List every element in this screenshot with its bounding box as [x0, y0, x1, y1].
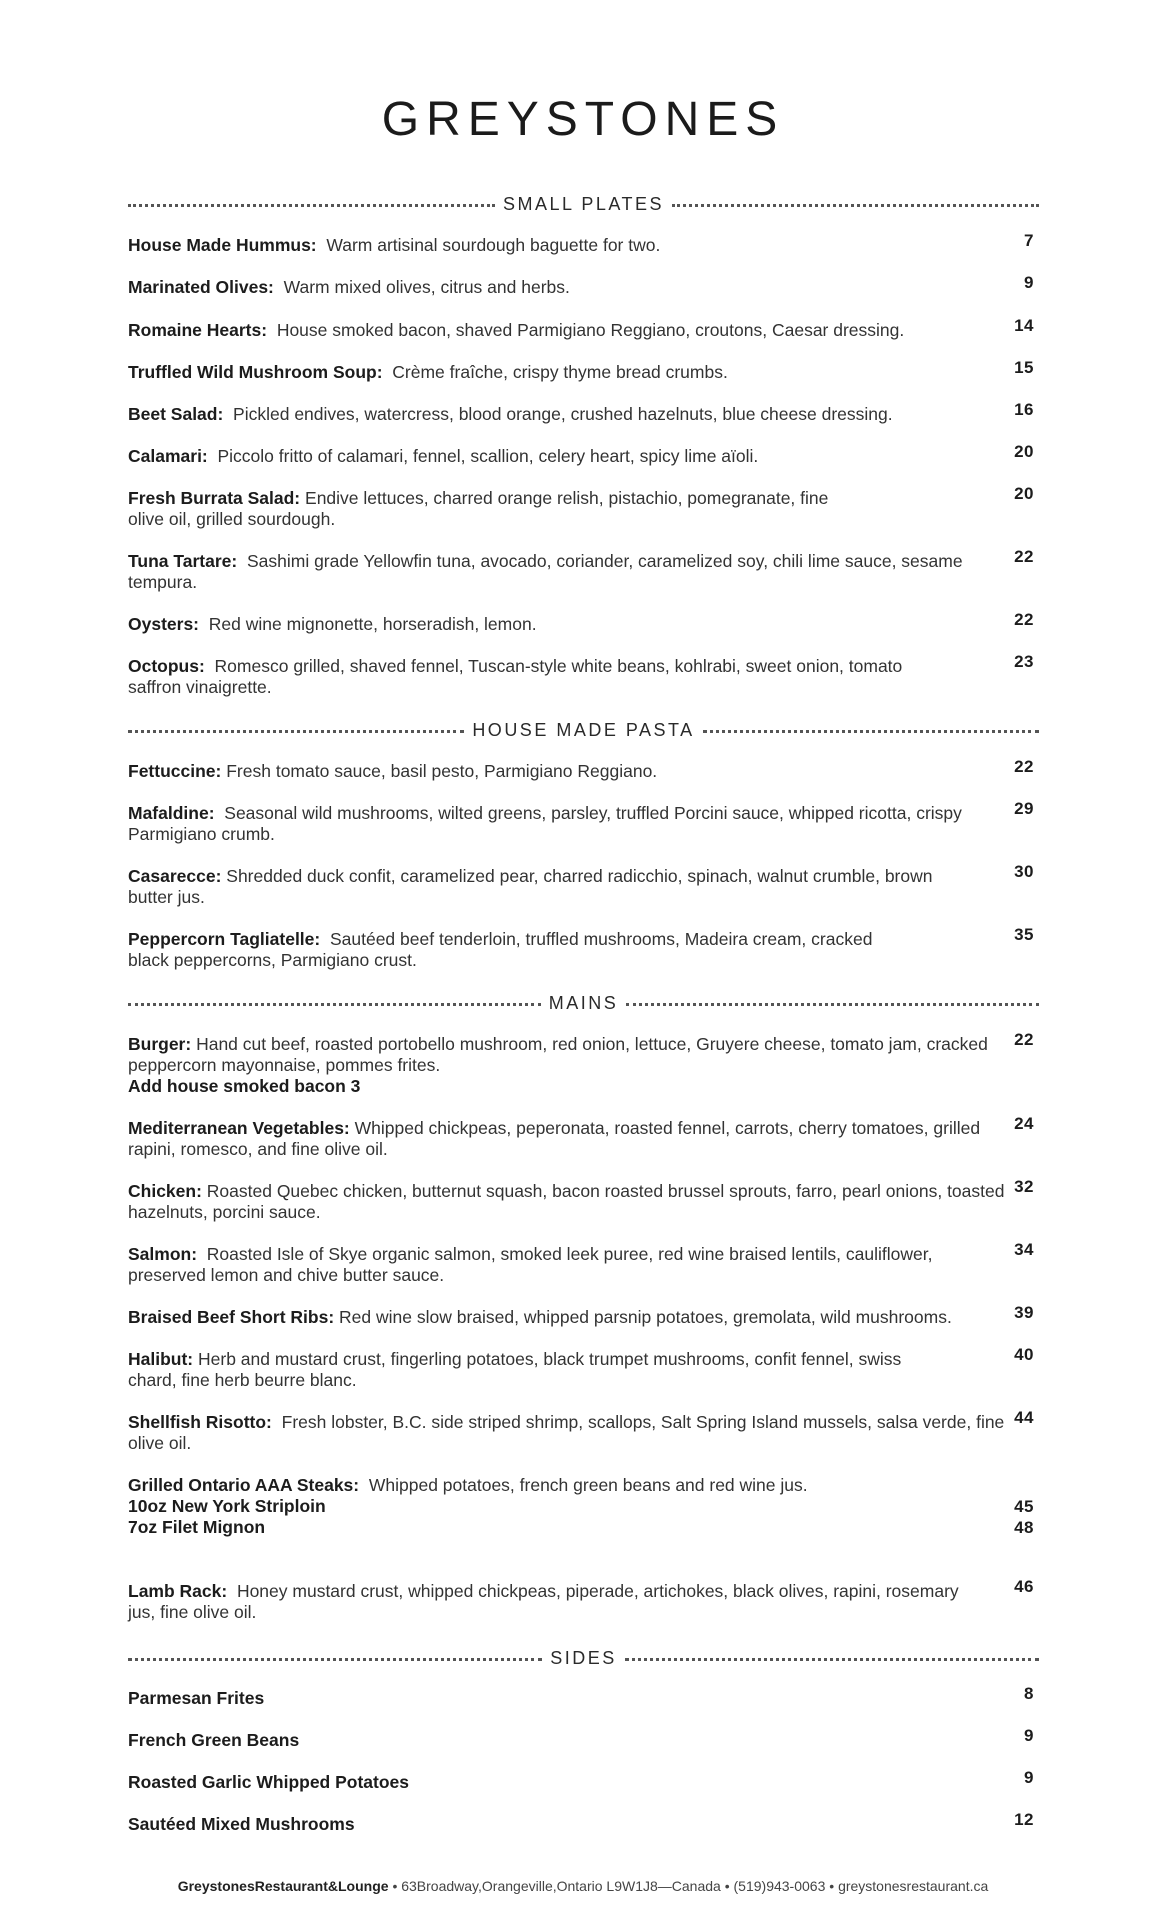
section-title: HOUSE MADE PASTA	[472, 719, 695, 740]
item-description: Fresh lobster, B.C. side striped shrimp, scallops, Salt Spring Island mussels, salsa verde, fine olive oil.	[128, 1412, 1005, 1453]
menu-item	[128, 547, 1034, 593]
item-price: 22	[1014, 757, 1034, 776]
item-description: Roasted Isle of Skye organic salmon, smoked leek puree, red wine braised lentils, cauliflower, preserved lemon and chive butter sauce.	[128, 1244, 933, 1285]
separator-bullet: •	[392, 1878, 402, 1894]
item-price: 14	[1014, 316, 1034, 335]
item-description: Whipped potatoes, french green beans and red wine jus.	[368, 1475, 808, 1495]
side-item	[128, 1810, 1034, 1835]
item-price: 9	[1024, 1726, 1034, 1745]
menu-item	[128, 1577, 1034, 1623]
footer-website-link[interactable]: greystonesrestaurant.ca	[838, 1878, 989, 1894]
item-description: Honey mustard crust, whipped chickpeas, piperade, artichokes, black olives, rapini, rosemary jus, fine olive oil.	[128, 1581, 959, 1622]
item-description: Shredded duck confit, caramelized pear, charred radicchio, spinach, walnut crumble, brown butter jus.	[128, 866, 933, 907]
menu-item	[128, 400, 1034, 425]
item-price: 34	[1014, 1240, 1034, 1259]
dotted-rule	[626, 1003, 1039, 1006]
item-description: Warm artisinal sourdough baguette for two.	[326, 235, 661, 255]
menu-item	[128, 1030, 1034, 1097]
item-name: Chicken:	[128, 1181, 202, 1201]
item-name: Octopus:	[128, 656, 205, 676]
footer-address: 63Broadway,Orangeville,Ontario L9W1J8—Canada	[401, 1878, 721, 1894]
item-description: Pickled endives, watercress, blood orange, crushed hazelnuts, blue cheese dressing.	[233, 404, 893, 424]
item-price: 15	[1014, 358, 1034, 377]
menu-item	[128, 442, 1034, 467]
section-title: MAINS	[548, 992, 619, 1013]
menu-item	[128, 316, 1034, 341]
menu-item-steaks	[128, 1475, 1034, 1538]
item-description: Endive lettuces, charred orange relish, pistachio, pomegranate, fine olive oil, grilled sourdough.	[128, 488, 829, 529]
item-description: House smoked bacon, shaved Parmigiano Reggiano, croutons, Caesar dressing.	[276, 320, 905, 340]
item-name: Truffled Wild Mushroom Soup:	[128, 362, 383, 382]
side-item	[128, 1726, 1034, 1751]
item-description: Romesco grilled, shaved fennel, Tuscan-style white beans, kohlrabi, sweet onion, tomato saffron vinaigrette.	[128, 656, 903, 697]
item-price: 32	[1014, 1177, 1034, 1196]
steak-option-price: 48	[1014, 1518, 1034, 1537]
steak-option-name: 10oz New York Striploin	[128, 1496, 326, 1516]
item-price: 22	[1014, 547, 1034, 566]
item-name: Halibut:	[128, 1349, 194, 1369]
item-description: Fresh tomato sauce, basil pesto, Parmigiano Reggiano.	[226, 761, 658, 781]
menu-item	[128, 1177, 1034, 1223]
item-name: Roasted Garlic Whipped Potatoes	[128, 1772, 410, 1792]
item-name: Grilled Ontario AAA Steaks:	[128, 1475, 360, 1495]
separator-bullet: •	[829, 1878, 839, 1894]
item-name: Salmon:	[128, 1244, 198, 1264]
footer-contact	[0, 1878, 1166, 1894]
item-price: 46	[1014, 1577, 1034, 1596]
item-price: 40	[1014, 1345, 1034, 1364]
item-name: Peppercorn Tagliatelle:	[128, 929, 321, 949]
item-price: 12	[1014, 1810, 1034, 1829]
item-description: Crème fraîche, crispy thyme bread crumbs.	[392, 362, 728, 382]
item-name: French Green Beans	[128, 1730, 300, 1750]
section-title: SMALL PLATES	[502, 193, 665, 214]
menu-item	[128, 273, 1034, 298]
separator-bullet: •	[724, 1878, 734, 1894]
item-price: 20	[1014, 442, 1034, 461]
dotted-rule	[128, 730, 464, 733]
dotted-rule	[128, 1003, 541, 1006]
item-description: Sautéed beef tenderloin, truffled mushrooms, Madeira cream, cracked black peppercorns, Parmigiano crust.	[128, 929, 873, 970]
item-description: Red wine mignonette, horseradish, lemon.	[208, 614, 537, 634]
item-description: Whipped chickpeas, peperonata, roasted fennel, carrots, cherry tomatoes, grilled rapini, romesco, and fine olive oil.	[128, 1118, 981, 1159]
item-price: 9	[1024, 1768, 1034, 1787]
menu-item	[128, 652, 1034, 698]
side-item	[128, 1684, 1034, 1709]
item-addon: Add house smoked bacon 3	[128, 1076, 361, 1096]
item-name: Oysters:	[128, 614, 200, 634]
item-name: Mafaldine:	[128, 803, 215, 823]
item-description: Seasonal wild mushrooms, wilted greens, parsley, truffled Porcini sauce, whipped ricotta, crispy Parmigiano crumb.	[128, 803, 962, 844]
item-name: Beet Salad:	[128, 404, 224, 424]
dotted-rule	[128, 204, 495, 207]
item-price: 23	[1014, 652, 1034, 671]
item-name: Parmesan Frites	[128, 1688, 265, 1708]
item-name: House Made Hummus:	[128, 235, 317, 255]
restaurant-logo: GREYSTONES	[381, 93, 785, 146]
item-description: Piccolo fritto of calamari, fennel, scallion, celery heart, spicy lime aïoli.	[217, 446, 759, 466]
item-price: 20	[1014, 484, 1034, 503]
menu-item	[128, 799, 1034, 845]
side-item	[128, 1768, 1034, 1793]
steak-option-name: 7oz Filet Mignon	[128, 1517, 266, 1537]
menu-item	[128, 1408, 1034, 1454]
item-name: Fettuccine:	[128, 761, 222, 781]
item-price: 8	[1024, 1684, 1034, 1703]
menu-item	[128, 231, 1034, 256]
dotted-rule	[625, 1658, 1039, 1661]
item-name: Braised Beef Short Ribs:	[128, 1307, 335, 1327]
item-name: Tuna Tartare:	[128, 551, 238, 571]
item-name: Sautéed Mixed Mushrooms	[128, 1814, 355, 1834]
item-price: 44	[1014, 1408, 1034, 1427]
item-price: 30	[1014, 862, 1034, 881]
menu-item	[128, 1240, 1034, 1286]
item-name: Lamb Rack:	[128, 1581, 228, 1601]
item-description: Roasted Quebec chicken, butternut squash, bacon roasted brussel sprouts, farro, pearl onions, toasted hazelnuts, porcini sauce.	[128, 1181, 1005, 1222]
menu-item	[128, 484, 1034, 530]
item-price: 22	[1014, 1030, 1034, 1049]
item-name: Casarecce:	[128, 866, 222, 886]
item-price: 16	[1014, 400, 1034, 419]
menu-item	[128, 610, 1034, 635]
section-header-sides	[128, 1646, 1039, 1670]
menu-item	[128, 1114, 1034, 1160]
section-header-mains	[128, 991, 1039, 1015]
item-name: Romaine Hearts:	[128, 320, 268, 340]
section-header-pasta	[128, 718, 1039, 742]
item-name: Calamari:	[128, 446, 208, 466]
footer-business-name: GreystonesRestaurant&Lounge	[177, 1878, 389, 1894]
item-price: 7	[1024, 231, 1034, 250]
item-price: 24	[1014, 1114, 1034, 1133]
dotted-rule	[703, 730, 1039, 733]
menu-item	[128, 757, 1034, 782]
item-price: 22	[1014, 610, 1034, 629]
item-description: Herb and mustard crust, fingerling potatoes, black trumpet mushrooms, confit fennel, swiss chard, fine herb beurre blanc.	[128, 1349, 902, 1390]
section-header-small-plates	[128, 192, 1039, 216]
footer-phone[interactable]: (519)943-0063	[733, 1878, 826, 1894]
menu-item	[128, 1303, 1034, 1328]
item-description: Sashimi grade Yellowfin tuna, avocado, coriander, caramelized soy, chili lime sauce, sesame tempura.	[128, 551, 963, 592]
item-name: Mediterranean Vegetables:	[128, 1118, 350, 1138]
item-price: 39	[1014, 1303, 1034, 1322]
menu-item	[128, 925, 1034, 971]
item-description: Red wine slow braised, whipped parsnip potatoes, gremolata, wild mushrooms.	[339, 1307, 952, 1327]
dotted-rule	[128, 1658, 542, 1661]
item-description: Warm mixed olives, citrus and herbs.	[283, 277, 570, 297]
menu-item	[128, 358, 1034, 383]
item-price: 29	[1014, 799, 1034, 818]
item-name: Burger:	[128, 1034, 192, 1054]
menu-item	[128, 1345, 1034, 1391]
item-name: Marinated Olives:	[128, 277, 274, 297]
section-title: SIDES	[550, 1647, 617, 1668]
item-name: Shellfish Risotto:	[128, 1412, 272, 1432]
menu-item	[128, 862, 1034, 908]
item-price: 35	[1014, 925, 1034, 944]
item-name: Fresh Burrata Salad:	[128, 488, 301, 508]
steak-option-price: 45	[1014, 1497, 1034, 1516]
dotted-rule	[672, 204, 1039, 207]
item-description: Hand cut beef, roasted portobello mushroom, red onion, lettuce, Gruyere cheese, tomato jam, cracked peppercorn mayonnaise, pommes frites.	[128, 1034, 988, 1075]
item-price: 9	[1024, 273, 1034, 292]
